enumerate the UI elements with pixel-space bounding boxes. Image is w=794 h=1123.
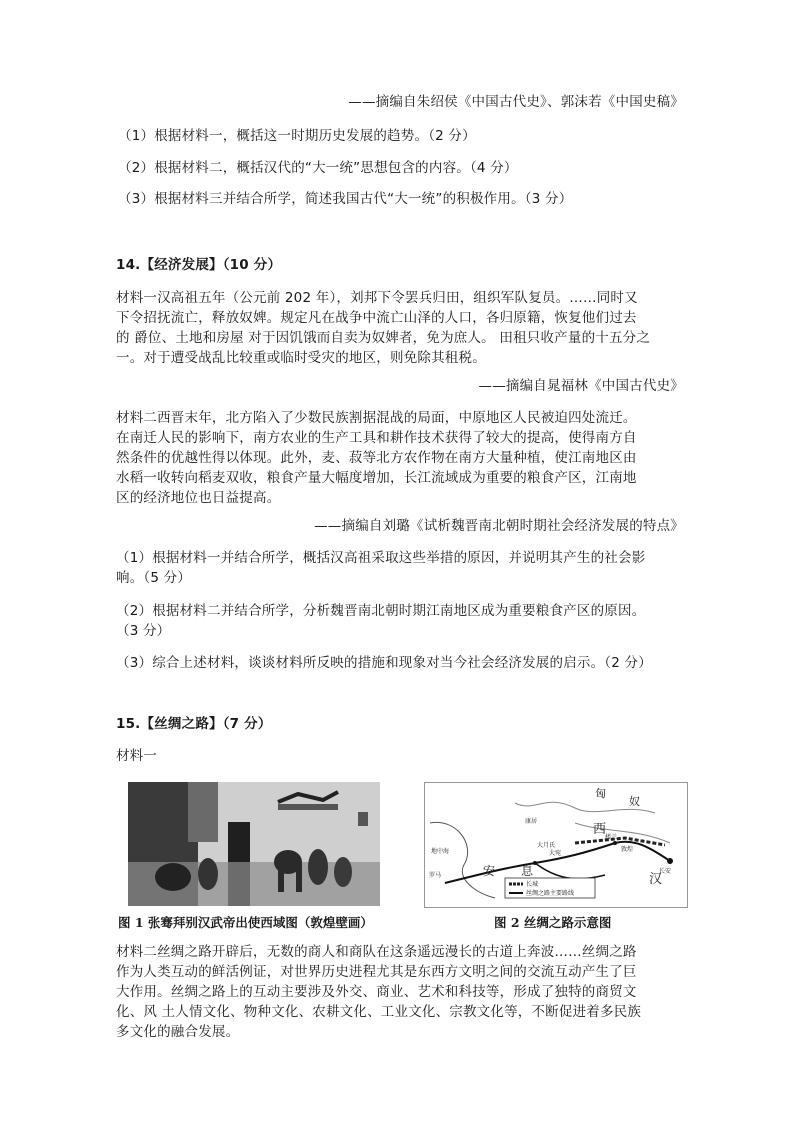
map-label-dawan: 大宛 xyxy=(549,850,562,857)
q14-material1-line: 下令招抚流亡，释放奴婢。规定凡在战争中流亡山泽的人口，各归原籍，恢复他们过去 xyxy=(116,310,637,326)
q14-material1-line: 材料一汉高祖五年（公元前 202 年），刘邦下令罢兵归田，组织军队复员。……同时又 xyxy=(116,290,638,306)
map-label-kangju: 康居 xyxy=(525,818,538,825)
q15-material1-label: 材料一 xyxy=(116,748,158,764)
q14-question-2: （2）根据材料二并结合所学，分析魏晋南北朝时期江南地区成为重要粮食产区的原因。 xyxy=(116,603,646,619)
q14-material2-line: 然条件的优越性得以体现。此外，麦、菽等北方农作物在南方大量种植，使江南地区由 xyxy=(116,450,637,466)
q14-question-2: （3 分） xyxy=(116,623,171,639)
q13-question-2: （2）根据材料二，概括汉代的“大一统”思想包含的内容。（4 分） xyxy=(118,160,518,176)
q14-material1-line: 一。对于遭受战乱比较重或临时受灾的地区，则免除其租税。 xyxy=(116,350,486,366)
q15-material2-line: 多文化的融合发展。 xyxy=(116,1024,240,1040)
q15-title: 15.【丝绸之路】（7 分） xyxy=(116,716,272,732)
map-label-luoma: 罗马 xyxy=(429,872,442,879)
map-legend-route: 丝绸之路主要路线 xyxy=(526,890,575,897)
fig2-caption: 图 2 丝绸之路示意图 xyxy=(494,915,612,930)
q13-source: ——摘编自朱绍侯《中国古代史》、郭沫若《中国史稿》 xyxy=(348,94,684,110)
map-label-mediterranean: 地中海 xyxy=(431,848,450,855)
map-label-changan: 长安 xyxy=(659,868,672,875)
q14-material1-source: ——摘编自晁福林《中国古代史》 xyxy=(478,378,684,394)
q14-material1-line: 的 爵位、土地和房屋 对于因饥饿而自卖为奴婢者，免为庶人。 田租只收产量的十五分之 xyxy=(116,330,651,346)
silk-road-map xyxy=(424,782,688,908)
q14-material2-line: 区的经济地位也日益提高。 xyxy=(116,490,281,506)
map-label-dunhuang: 敦煌 xyxy=(621,846,634,853)
q14-material2-line: 在南迁人民的影响下，南方农业的生产工具和耕作技术获得了较大的提高，使得南方自 xyxy=(116,430,637,446)
map-legend-wall: 长城 xyxy=(526,881,539,888)
q14-material2-source: ——摘编自刘璐《试析魏晋南北朝时期社会经济发展的特点》 xyxy=(314,518,684,534)
map-label-xi2: 息 xyxy=(521,864,534,878)
q15-material2-line: 化、风 土人情文化、物种文化、农耕文化、工业文化、宗教文化等，不断促进着多民族 xyxy=(116,1004,642,1020)
q13-question-1: （1）根据材料一，概括这一时期历史发展的趋势。（2 分） xyxy=(118,128,476,144)
q15-material2-line: 作为人类互动的鲜活例证，对世界历史进程尤其是东西方文明之间的交流互动产生了巨 xyxy=(116,964,637,980)
q14-question-3: （3）综合上述材料，谈谈材料所反映的措施和现象对当今社会经济发展的启示。（2 分） xyxy=(116,655,652,671)
q14-question-1: （1）根据材料一并结合所学，概括汉高祖采取这些举措的原因，并说明其产生的社会影 xyxy=(116,550,646,566)
fig1-caption: 图 1 张骞拜别汉武帝出使西域图（敦煌壁画） xyxy=(118,915,373,930)
map-label-xiongnu-2: 奴 xyxy=(629,795,640,808)
q14-title: 14.【经济发展】（10 分） xyxy=(116,257,282,273)
q13-question-3: （3）根据材料三并结合所学，简述我国古代“大一统”的积极作用。（3 分） xyxy=(118,191,573,207)
map-label-xiongnu-1: 匈 xyxy=(595,787,606,800)
q15-material2-line: 材料二丝绸之路开辟后，无数的商人和商队在这条遥远漫长的古道上奔波……丝绸之路 xyxy=(116,944,637,960)
map-label-an: 安 xyxy=(483,864,496,878)
map-label-loulan: 楼兰 xyxy=(605,834,618,841)
map-label-han: 汉 xyxy=(649,872,663,887)
q14-material2-line: 材料二西晋末年，北方陷入了少数民族割据混战的局面，中原地区人民被迫四处流迁。 xyxy=(116,410,637,426)
q14-question-1: 响。（5 分） xyxy=(116,570,192,586)
map-label-yuezhi: 大月氏 xyxy=(537,842,556,849)
q15-material2-line: 大作用。丝绸之路上的互动主要涉及外交、商业、艺术和科技等，形成了独特的商贸文 xyxy=(116,984,637,1000)
map-label-xi: 西 xyxy=(593,822,607,837)
zhang-qian-mural-image xyxy=(128,782,380,906)
q14-material2-line: 水稻一收转向稻麦双收，粮食产量大幅度增加，长江流域成为重要的粮食产区，江南地 xyxy=(116,470,637,486)
